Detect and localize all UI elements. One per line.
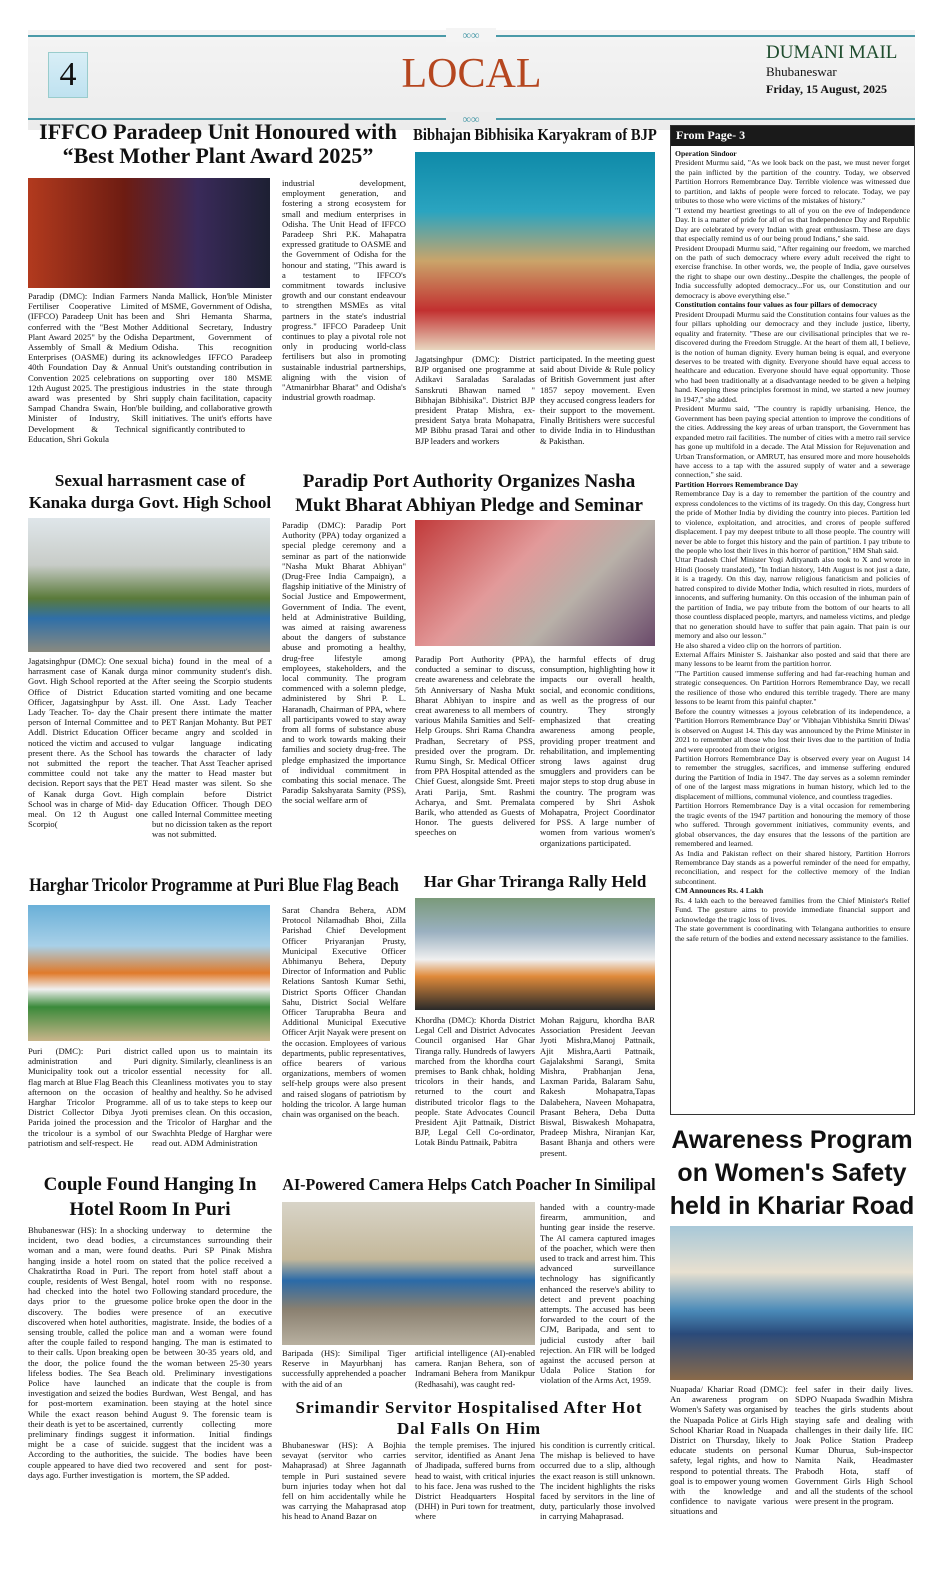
harghar-text-col1: Puri (DMC): Puri district administration and Puri Municipality took out a tricolor flag march at Blue Flag Beach this afternoon on the occasion of Harghar Tricolor Programme. District Collector Dibya Jyoti Parida joined the procession and the tricolour is a symbol of our patriotism and self-respect. He xyxy=(28,1046,148,1148)
paragraph: Partition Horrors Remembrance Day is a vital occasion for remembering the tragic events of the 1947 partition and honouring the memory of those who suffered. Through government initiatives, community events, and global observances, the day ensures that the lessons of the partition are remembered and learned. xyxy=(675,801,910,849)
ai-camera-text-col3: handed with a country-made firearm, ammunition, and hunting gear inside the reserve. The AI camera captured images of the poacher, which were then used to track and arrest him. This advanced surveillance technology has significantly enhanced the reserve's ability to detect and prevent poaching attempts. The accused has been forwarded to the court of the CJM, Baripada, and sent to judicial custody after bail rejection. An FIR will be lodged against the accused person at Udala Police Station for violation of the Arms Act, 1959. xyxy=(540,1202,655,1386)
page-number: 4 xyxy=(48,52,88,98)
iffco-text-col2: Nanda Mallick, Hon'ble Minister of MSME, Government of Odisha, and Shri Hemanta Sharma, Additional Secretary, Industry Department, Government of Odisha. This recognition acknowledges IFFCO Paradeep Unit's outstanding contribution in supporting over 180 MSME industries in the state through supply chain facilitation, capacity building, and collaborative growth initiatives. The unit's efforts have significantly contributed to xyxy=(152,291,272,434)
iffco-headline: IFFCO Paradeep Unit Honoured with “Best Mother Plant Award 2025” xyxy=(39,119,397,169)
paradip-text-col3: the harmful effects of drug consumption, highlighting how it impacts our overall health, social, and economic conditions, as well as the progress of our country. They strongly emphasized that creating awareness among people, providing proper treatment and rehabilitation, and implementing strong laws against drug smugglers and providers can be major steps to stop drug abuse in the country. The program was compered by Shri Ashok Mohapatra, Project Coordinator for PSS. A large number of women from various women's organizations participated. xyxy=(540,654,655,848)
paragraph: As India and Pakistan reflect on their shared history, Partition Horrors Remembrance Day stands as a powerful reminder of the need for empathy, reconciliation, and respect for the collective memory of the Indian subcontinent. xyxy=(675,848,910,886)
paragraph: Before the country witnesses a joyous celebration of its independence, a 'Partition Horrors Remembrance Day' or 'Vibhajan Vibhishika Smriti Diwas' is observed on August 14. This day was announced by the Prime Minister in 2021 to remember all those who lost their lives due to the partition of India and were uprooted from their origins. xyxy=(675,706,910,754)
top-ornament: ∞∞ xyxy=(446,28,496,42)
ai-camera-text-col2: artificial intelligence (AI)-enabled camera. Ranjan Behera, son of Indramani Behera from Manikpur (Redhasahi), was caught red- xyxy=(415,1348,535,1389)
subheading: Partition Horrors Remembrance Day xyxy=(675,479,799,489)
bjp-text-col2: participated. In the meeting guest said about Divide & Rule policy of British Government just after 1857 sepoy movement. Even they accused congress leaders for their support to the movement. Finally Britishers were succesful to divide India in to Hindusthan & Pakisthan. xyxy=(540,354,655,446)
paradip-text-col2: Paradip Port Authority (PPA), conducted a seminar to discuss, create awareness and celebrate the 5th Anniversary of Nasha Mukt Bharat Abhiyan to inspire and creat awareness to all members of various Mahila Samities and Self-Help Groups. Shri Rama Chandra Pradhan, Secretary of PSS, presided over the program. Dr. Rumu Singh, Sr. Medical Officer from PPA Hospital attended as the Chief Guest, alongside Smt. Preeti Arati Parija, Smt. Rashmi Acharya, and Smt. Premalata Barik, who attended as Guests of Honor. The guests delivered speeches on xyxy=(415,654,535,838)
beach-flag-march-photo xyxy=(28,905,270,1041)
iffco-text-col3: industrial development, employment generation, and fostering a strong ecosystem for small and medium enterprises in Odisha. The Unit Head of IFFCO Paradeep Shri P.K. Mahapatra expressed gratitude to OASME and the Government of Odisha for the honour and stating, "This award is a testament to IFFCO's commitment towards inclusive growth and our constant endeavour to strengthen MSMEs as vital partners in the state's industrial progress." IFFCO Paradeep Unit continues to play a pivotal role not only in producing world-class fertilisers but also in promoting sustainable industrial partnerships, aligning with the vision of "Atmanirbhar Bharat" and Odisha's industrial growth roadmap. xyxy=(282,178,406,403)
srimandir-text-col2: the temple premises. The injured servitor, identified as Anant Jena of Jhadipada, suffered burns from head to waist, with critical injuries to his face. Jena was rushed to the District Headquarters Hospital (DHH) in Puri town for treatment, where xyxy=(415,1440,535,1522)
from-page-text xyxy=(671,146,914,1114)
harghar-text-col2: called upon us to maintain its dignity. Similarly, cleanliness is an essential necessity for all. Cleanliness motivates you to stay healthy and healthy. So he advised all of us to take steps to keep our premises clean. On this occasion, the Tricolor of Harghar and the Swachhta Pledge of Harghar were read out. ADM Administration xyxy=(152,1046,272,1148)
paradip-seminar-photo xyxy=(415,520,655,646)
harassment-headline: Sexual harrasment case of Kanaka durga Govt. High School xyxy=(28,471,272,512)
couple-headline: Couple Found Hanging In Hotel Room In Puri xyxy=(43,1174,257,1220)
paper-name: DUMANI MAIL xyxy=(766,42,898,63)
students-photo xyxy=(670,1226,913,1380)
couple-text-col1: Bhubaneswar (HS): In a shocking incident, two dead bodies, a woman and a man, were found hanging inside a hotel room on Chakratirtha Road in Puri. The couple, residents of West Bengal, had checked into the hotel two days prior to the gruesome discovery. The bodies were discovered when hotel authorities, sensing trouble, called the police after the couple failed to respond to their calls. Upon breaking open the door, the police found the lifeless bodies. The Sea Beach Police have launched an investigation and seized the bodies for post-mortem examination. While the exact reason behind their death is yet to be ascertained, preliminary findings suggest it might be a case of suicide. According to the authorities, the couple appeared to have died two days ago. Further investigation is xyxy=(28,1225,148,1480)
bjp-event-photo xyxy=(415,152,655,350)
couple-text-col2: underway to determine the circumstances surrounding their deaths. Puri SP Pinak Mishra stated that the police received a report from hotel staff about a hotel room with no response. Following standard procedure, the police broke open the door in the presence of an executive magistrate. Inside, the bodies of a man and a woman were found hanging. The man is estimated to be between 30-35 years old, and the woman between 25-30 years old. Preliminary investigations indicate that the couple is from Burdwan, West Bengal, and has been staying at the hotel since August 9. The forensic team is currently collecting more information. Initial findings suggest that the incident was a suicide. The bodies have been recovered and sent for post-mortem, the SP added. xyxy=(152,1225,272,1480)
paragraph: President Murmu said, "The country is rapidly urbanising. Hence, the Government has been paying special attention to improve the conditions of the cities. Addressing the key areas of urban transport, the Government has expanded metro rail facilities. The number of cities with a metro rail service has gone up multifold in a decade. The Atal Mission for Rejuvenation and Urban Transformation, or AMRUT, has ensured more and more households have access to a tap with the assured supply of water and a sewerage connection," she said. xyxy=(675,404,910,480)
poacher-photo xyxy=(282,1202,535,1345)
school-gate-photo xyxy=(28,518,270,652)
harassment-text-col2: bicha) found in the meal of a minor community student's dish. After seeing the Scorpio students started vomiting and one became ill. One Asst. Lady Teacher present there intimate the matter to PET Ranjan Mohanty. But PET became angry and scolded in vulgar language indicating towards the character of lady teacher. That Asst Teacher aprised the matter to Head master but Head master was silent. So she complain before District Education Officer. Though DEO called Internal Committee meeting but no dicission taken as the report was not submitted. xyxy=(152,656,272,840)
paragraph: Rs. 4 lakh each to the bereaved families from the Chief Minister's Relief Fund. The gesture aims to provide immediate financial support and acknowledge the tragic loss of lives. xyxy=(675,895,910,924)
awareness-text-col2: feel safer in their daily lives. SDPO Nuapada Swadhin Mishra teaches the girls students about staying safe and dealing with challenges in their daily life. IIC Joak Police Station Pradeep Kumar Dhurua, Sub-inspector Namita Naik, Headmaster Prabodh Hota, staff of Government Girls High School and all the students of the school were present in the program. xyxy=(795,1384,913,1507)
paragraph: Uttar Pradesh Chief Minister Yogi Adityanath also took to X and wrote in Hindi (loosely translated), "In Indian history, 14th August is not just a date, it is a tragedy. On this day, narrow religious fanaticism and policies of hatred conspired to divide Mother India, which resulted in riots, murders of innocents, and suffering humanity. On this occasion of the inhuman pain of the partition of India, we pay tribute from the bottom of our hearts to all those countless displaced people, martyrs, and nameless victims, and pledge that no generation should have to suffer that pain again. That pain is our memory and also our lesson." xyxy=(675,555,910,641)
city: Bhubaneswar xyxy=(766,64,837,79)
from-page-title: From Page- 3 xyxy=(671,126,914,146)
bottom-ornament: ∞∞ xyxy=(446,112,496,126)
paradip-text-col1: Paradip (DMC): Paradip Port Authority (PPA) today organized a special pledge ceremony and a seminar as part of the nationwide "Nasha Mukt Bharat Abhiyan" (Drug-Free India Campaign), a flagship initiative of the Ministry of Social Justice and Empowerment, Government of India. The event, held at Administrative Building, was aimed at raising awareness about the dangers of substance abuse and promoting a healthy, drug-free lifestyle among employees, stakeholders, and the local community. The program commenced with a solemn pledge, administered by Shri P. L. Haranadh, Chairman of PPA, where all participants vowed to stay away from all forms of substance abuse and to work towards making their families and society drug-free. The pledge emphasized the importance of individual commitment in combating this social menace. The Paradip Sakshyarata Samity (PSS), the social welfare arm of xyxy=(282,520,406,806)
paragraph: "I extend my heartiest greetings to all of you on the eve of Independence Day. It is a matter of pride for all of us that Independence Day and Republic Day are celebrated by every Indian with great enthusiasm. These are days that especially remind us of our being proud Indians," she said. xyxy=(675,205,910,244)
triranga-text-col1: Khordha (DMC): Khorda District Legal Cell and District Advocates Council organised Har Ghar Tiranga rally. Hundreds of lawyers marched from the khordha court premises to Bank chhak, holding tricolors in their hands, and returned to the court and distributed tricolor flags to the people. State Advocates Council President Ajit Pattnaik, District BJP, Legal Cell Co-ordinator, Lotak Bindu Pattnaik, Pabitra xyxy=(415,1015,535,1148)
paragraph: "The Partition caused immense suffering and had far-reaching human and strategic consequences. On Partition Horrors Remembrance Day, we recall the resilience of those who endured this terrible tragedy. There are many lessons to be learnt from this painful chapter." xyxy=(675,668,910,707)
srimandir-headline: Srimandir Servitor Hospitalised After Hot Dal Falls On Him xyxy=(295,1398,643,1438)
paradip-headline: Paradip Port Authority Organizes Nasha Mukt Bharat Abhiyan Pledge and Seminar xyxy=(295,471,643,516)
subheading: Constitution contains four values as four pillars of democracy xyxy=(675,300,878,310)
date: Friday, 15 August, 2025 xyxy=(766,82,888,96)
srimandir-text-col3: his condition is currently critical. The mishap is believed to have occurred due to a slip, although the exact reason is still unknown. The incident highlights the risks faced by servitors in the line of duty, particularly those involved in carrying Mahaprasad. xyxy=(540,1440,655,1522)
paragraph: The state government is coordinating with Telangana authorities to ensure the safe return of the bodies and extend necessary assistance to the families. xyxy=(675,924,910,943)
paragraph: He also shared a video clip on the horrors of partition. xyxy=(675,640,842,650)
paragraph: President Murmu said, "As we look back on the past, we must never forget the pain inflicted by the partition of the country. Today, we observed Partition Horrors Remembrance Day. Terrible violence was witnessed due to partition, and lakhs of people were forced to relocate. Today, we pay tributes to those who were victims of the mistakes of history." xyxy=(675,158,910,206)
bjp-headline: Bibhajan Bibhisika Karyakram of BJP xyxy=(413,125,657,144)
from-page-box xyxy=(670,125,915,1115)
awareness-headline: Awareness Program on Women's Safety held in Khariar Road xyxy=(669,1126,915,1220)
paragraph: Remembrance Day is a day to remember the partition of the country and express condolences to the victims of its tragedy. On this day, Congress hurt the pride of Mother India by dividing the country into pieces. Partition led to violence, exploitation, and atrocities, and crores of people suffered displacement. I pay my deepest tribute to all those people. The country will never be able to forget this history and the pain of partition. I pay tribute to the people who lost their lives in this horror of partition," HM Shah said. xyxy=(675,489,910,556)
lawyers-rally-photo xyxy=(415,898,655,1010)
ai-camera-text-col1: Baripada (HS): Similipal Tiger Reserve in Mayurbhanj has successfully apprehended a poacher with the aid of an xyxy=(282,1348,406,1389)
srimandir-text-col1: Bhubaneswar (HS): A Bojhia sevayat (servitor who carries Mahaprasad) at Shree Jagannath temple in Puri sustained severe burn injuries today when hot dal fell on him accidentally while he was carrying the Mahaprasad atop his head to Anand Bazar on xyxy=(282,1440,406,1522)
paragraph: Partition Horrors Remembrance Day is observed every year on August 14 to remember the struggles, sacrifices, and immense suffering endured during the Partition of India in 1947. The day serves as a solemn reminder of one of the largest mass migrations in human history, which led to the displacement of millions, communal violence, and countless tragedies. xyxy=(675,754,910,801)
masthead xyxy=(28,30,915,130)
iffco-text-col1: Paradip (DMC): Indian Farmers Fertiliser Cooperative Limited (IFFCO) Paradeep Unit has been conferred with the "Best Mother Plant Award 2025" by the Odisha Assembly of Small & Medium Enterprises (OASME) during its 40th Foundation Day & Annual Convention 2025 celebrations on 12th August 2025. The prestigious award was presented by Shri Sampad Chandra Swain, Hon'ble Minister of Industry, Skill Development & Technical Education, Shri Gokula xyxy=(28,291,148,444)
harghar-text-col3: Sarat Chandra Behera, ADM Protocol Nilamadhab Bhoi, Zilla Parishad Chief Development Officer Priyaranjan Prusty, Municipal Executive Officer Abhimanyu Behera, Deputy Director of Information and Public Relations Santosh Kumar Sethi, District Sports Officer Chandan Sahu, District Social Welfare Officer Taruprabha Beura and Additional Municipal Executive Officer Arjit Nayak were present on the occasion. Employees of various departments, public representatives, office bearers of various organizations, members of women self-help groups were also present and raised slogans of patriotism by holding the tricolor. A large human chain was organised on the beach. xyxy=(282,905,406,1120)
subheading: Operation Sindoor xyxy=(675,149,737,158)
paragraph: President Droupadi Murmu said, "After regaining our freedom, we marched on the path of such democracy where every adult received the right to exercise franchise. In other words, we, the people of India, gave ourselves the right to shape our own destiny...Despite the challenges, the people of India successfully adopted democracy...For us, our Constitution and our democracy is above everything else." xyxy=(675,243,910,300)
triranga-headline: Har Ghar Triranga Rally Held xyxy=(423,872,647,891)
awareness-text-col1: Nuapada/ Khariar Road (DMC): An awareness program on Women's Safety was organised by the Nuapada Police at Girls High School Khariar Road in Nuapada District on Thursday, likely to educate students on personal safety, legal rights, and how to respond to potential threats. The goal is to empower young women with the knowledge and confidence to navigate various situations and xyxy=(670,1384,788,1517)
triranga-text-col2: Mohan Rajguru, khordha BAR Association President Jeevan Jyoti Mishra,Manoj Pattnaik, Ajit Mishra,Aarti Pattnaik, Gajalakshmi Sarangi, Smita Mishra, Prabhanjan Jena, Laxman Parida, Balaram Sahu, Rakesh Mohapatra,Tapas Dalabehera, Naveen Mohapatra, Prasant Behera, Deba Dutta Biswal, Biswakesh Mohapatra, Pradeep Mishra, Niranjan Kar, Basant Bhanja and others were present. xyxy=(540,1015,655,1158)
ai-camera-headline: AI-Powered Camera Helps Catch Poacher In Similipal xyxy=(282,1175,656,1194)
subheading: CM Announces Rs. 4 Lakh xyxy=(675,886,764,896)
harghar-headline: Harghar Tricolor Programme at Puri Blue Flag Beach xyxy=(29,875,399,896)
section-title: LOCAL xyxy=(401,51,542,97)
iffco-award-photo xyxy=(28,178,270,288)
bjp-text-col1: Jagatsinghpur (DMC): District BJP organised one programme at Adikavi Saraladas Saraladas Sanskruti Bhawan named " Bibhajan Bibhisika". District BJP president Pratap Mishra, ex-president Satya brata Mohapatra, MP Bibhu prasad Tarai and other BJP leaders and workers xyxy=(415,354,535,446)
harassment-text-col1: Jagatsinghpur (DMC): One sexual harrasment case of Kanak durga Govt. High School reported at the Office of District Education Officer, Jagatsinghpur by Asst. Lady Teacher. To- day the Chair person of Internal Committee and Addl. District Education Officer noticed the victim and accused to present there. As the School has not submitted the report the committee could not take any decision. Report says that the PET of Kanak durga Govt. High School was in charge of Mid- day meal. On 12 th August one Scorpio( xyxy=(28,656,148,830)
paragraph: President Droupadi Murmu said the Constitution contains four values as the four pillars upholding our democracy and they include justice, liberty, equality and fraternity. "These are our civilisational principles that we re-discovered during the Freedom Struggle. At the heart of them all, I believe, is the notion of human dignity. Every human being is equal, and everyone deserves to be treated with dignity. Everyone should have equal access to healthcare and education. Everyone should have equal opportunity. Those who had been traditionally at a disadvantage needed to be given a helping hand. Keeping these principles foremost in mind, we started a new journey in 1947," she added. xyxy=(675,309,910,404)
paragraph: External Affairs Minister S. Jaishankar also posted and said that there are many lessons to be learnt from the partition horror. xyxy=(675,650,910,669)
